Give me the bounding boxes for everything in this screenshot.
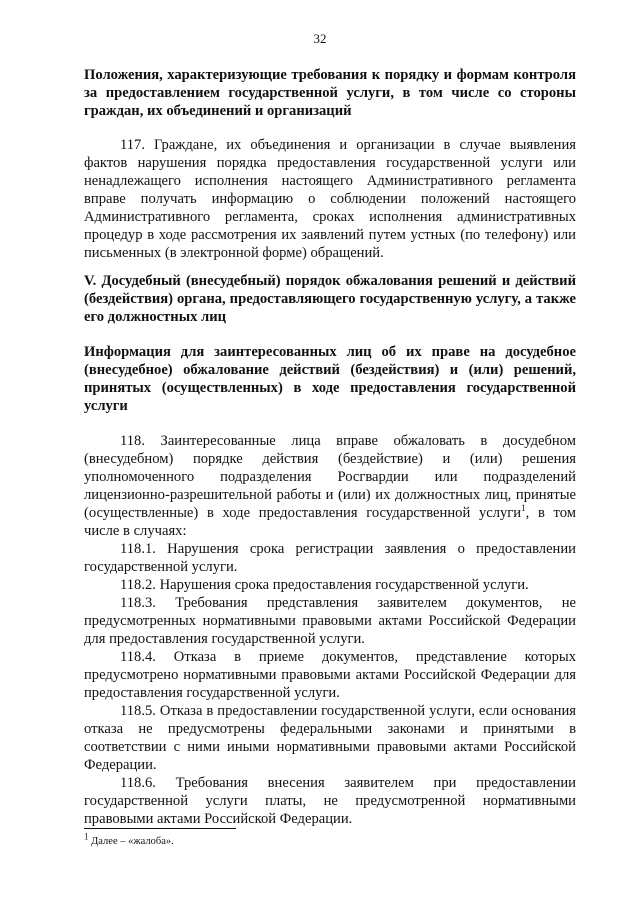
footnote-divider	[84, 828, 236, 829]
heading-section-5: V. Досудебный (внесудебный) порядок обжалования решений и действий (бездействия) органа, предоставляющего государственную услугу, а также его должностных лиц	[84, 273, 576, 325]
list-item-118-5: 118.5. Отказа в предоставлении государственной услуги, если основания отказа не предусмотрены федеральными законами и принятыми в соответствии с ними иными нормативными правовыми актами Российской Федерации.	[84, 703, 576, 773]
list-item-118-3: 118.3. Требования представления заявителем документов, не предусмотренных нормативными правовыми актами Российской Федерации для предоставления государственной услуги.	[84, 595, 576, 647]
paragraph-118-block	[84, 432, 576, 828]
heading-appeal-info: Информация для заинтересованных лиц об их праве на досудебное (внесудебное) обжалование действий (бездействия) и (или) решений, принятых (осуществленных) в ходе предоставления государственной услуги	[84, 344, 576, 414]
page-number: 32	[313, 31, 327, 46]
list-item-118-4: 118.4. Отказа в приеме документов, представление которых предусмотрено нормативными правовыми актами Российской Федерации для предоставления государственной услуги.	[84, 649, 576, 701]
footnote-text: Далее – «жалоба».	[88, 836, 174, 847]
list-item-118-1: 118.1. Нарушения срока регистрации заявления о предоставлении государственной услуги.	[84, 541, 576, 575]
paragraph-117: 117. Граждане, их объединения и организации в случае выявления фактов нарушения порядка предоставления государственной услуги или ненадлежащего исполнения настоящего Административного регламента вправе получать информацию о соблюдении положений настоящего Административного регламента, сроках исполнения административных процедур в ходе рассмотрения их заявлений путем устных (по телефону) или письменных (в электронной форме) обращений.	[84, 137, 576, 261]
footnote	[84, 831, 174, 847]
paragraph-118-tail: , в том числе в случаях:	[84, 505, 576, 539]
heading-control-requirements: Положения, характеризующие требования к порядку и формам контроля за предоставлением государственной услуги, в том числе со стороны граждан, их объединений и организаций	[84, 67, 576, 119]
footnote-reference: 1	[521, 503, 526, 514]
list-item-118-6: 118.6. Требования внесения заявителем при предоставлении государственной услуги платы, не предусмотренной нормативными правовыми актами Российской Федерации.	[84, 775, 576, 827]
paragraph-118	[84, 432, 576, 540]
list-item-118-2: 118.2. Нарушения срока предоставления государственной услуги.	[120, 577, 529, 593]
paragraph-118-text: 118. Заинтересованные лица вправе обжаловать в досудебном (внесудебном) порядке действия (бездействие) и (или) решения уполномоченного подразделения Росгвардии или подразделений лицензионно-разрешительной работы и (или) их должностных лиц, принятые (осуществленные) в ходе предоставления государственной услуги	[84, 433, 576, 521]
footnote-mark: 1	[84, 831, 89, 842]
